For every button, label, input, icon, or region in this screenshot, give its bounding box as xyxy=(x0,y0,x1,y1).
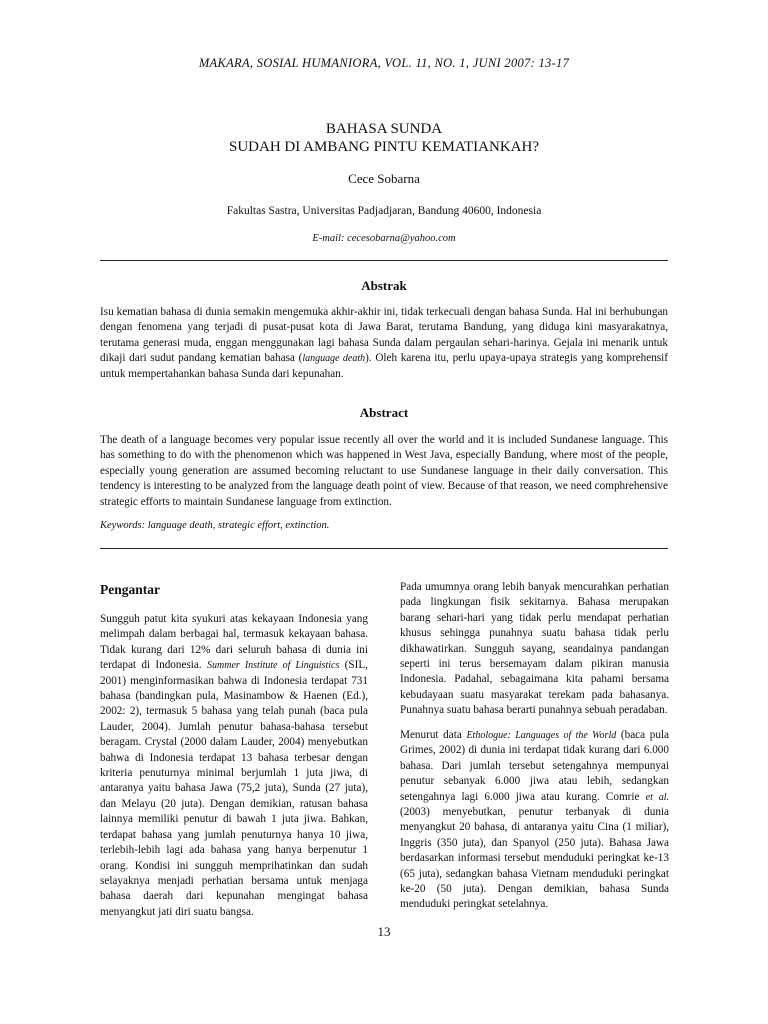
top-divider xyxy=(100,260,668,261)
abstrak-text-b: ). Oleh karena itu, perlu upaya-upaya strategis yang komprehensif untuk mempertahankan bahasa Sunda dari kepunahan. xyxy=(100,352,668,380)
right-p2-italic-1: Ethologue: Languages of the World xyxy=(466,730,617,741)
left-p1-b: (SIL, 2001) menginformasikan bahwa di Indonesia terdapat 731 bahasa (bandingkan pula, Masinambow & Haenen (Ed.), 2002: 2), termasuk 5 bahasa yang telah punah (baca pula Lauder, 2004). Jumlah penutur bahasa-bahasa tersebut beragam. Crystal (2000 dalam Lauder, 2004) menyebutkan bahwa di Indonesia terdapat 13 bahasa terbesar dengan kriteria penuturnya minimal berjumlah 1 juta jiwa, di antaranya yaitu bahasa Jawa (75,2 juta), Sunda (27 juta), dan Melayu (20 juta). Dengan demikian, ratusan bahasa lainnya memiliki penutur di bawah 1 juta jiwa. Bahkan, terdapat bahasa yang jumlah penuturnya hanya 10 jiwa, terlebih-lebih lagi ada bahasa yang hanya berpenutur 1 orang. Kondisi ini sungguh memprihatinkan dan sudah selayaknya menjadi perhatian bersama untuk menjaga bahasa daerah dari kepunahan mengingat bahasa menyangkut jati diri suatu bangsa. xyxy=(100,659,368,918)
title-line-2: SUDAH DI AMBANG PINTU KEMATIANKAH? xyxy=(229,139,539,155)
abstrak-heading: Abstrak xyxy=(361,278,407,293)
left-p1-italic: Summer Institute of Linguistics xyxy=(207,660,340,672)
journal-header: MAKARA, SOSIAL HUMANIORA, VOL. 11, NO. 1, JUNI 2007: 13-17 xyxy=(198,56,570,70)
right-p2-a: Menurut data xyxy=(400,729,467,741)
bottom-divider xyxy=(100,548,668,549)
right-p2-c: (2003) menyebutkan, penutur terbanyak di dunia menyangkut 20 bahasa, di antaranya yaitu Cina (1 miliar), Inggris (350 juta), dan Spanyol (250 juta). Bahasa Jawa berdasarkan informasi tersebut menduduki peringkat ke-13 (65 juta), sedangkan bahasa Vietnam menduduki peringkat ke-20 (50 juta). Dengan demikian, bahasa Sunda menduduki peringkat setelahnya. xyxy=(400,806,669,911)
abstract-heading: Abstract xyxy=(359,405,409,420)
right-column-paragraph-2 xyxy=(400,728,669,913)
abstract-text: The death of a language becomes very popular issue recently all over the world and it is included Sundanese language. This has something to do with the phenomenon which was happened in West Java, especially Bandung, where most of the people, especially young generation are assumed becoming reluctant to use Sundanese language in their daily conversation. This tendency is interesting to be analyzed from the language death point of view. Because of that reason, we need comphrehensive strategic efforts to maintain Sundanese language from extinction. xyxy=(100,434,668,508)
abstrak-text xyxy=(100,305,668,382)
right-p2-b: (baca pula Grimes, 2002) di dunia ini terdapat tidak kurang dari 6.000 bahasa. Dari jumlah tersebut setengahnya mempunyai penutur sebanyak 6.000 jiwa atau lebih, sedangkan setengahnya lagi 6.000 jiwa atau kurang. Comrie xyxy=(400,729,669,803)
author-name: Cece Sobarna xyxy=(348,171,420,186)
abstrak-text-italic: language death xyxy=(302,353,366,365)
author-email[interactable]: E-mail: cecesobarna@yahoo.com xyxy=(312,233,456,244)
affiliation: Fakultas Sastra, Universitas Padjadjaran, Bandung 40600, Indonesia xyxy=(226,205,542,217)
title-line-1: BAHASA SUNDA xyxy=(325,121,443,137)
left-p1-a: Sungguh patut kita syukuri atas kekayaan Indonesia yang melimpah dalam berbagai hal, termasuk kekayaan bahasa. Tidak kurang dari 12% dari seluruh bahasa di dunia ini terdapat di Indonesia. xyxy=(100,613,368,672)
abstrak-text-a: Isu kematian bahasa di dunia semakin mengemuka akhir-akhir ini, tidak terkecuali dengan bahasa Sunda. Hal ini berhubungan dengan fenomena yang terjadi di pusat-pusat kota di Jawa Barat, terutama Bandung, yang diduga kini masyarakatnya, terutama generasi muda, enggan menggunakan lagi bahasa Sunda dalam pergaulan sehari-harinya. Gejala ini menarik untuk dikaji dari sudut pandang kematian bahasa ( xyxy=(100,306,668,365)
right-p2-italic-2: et al. xyxy=(645,791,669,803)
right-column-paragraph-1: Pada umumnya orang lebih banyak mencurahkan perhatian pada lingkungan fisik sekitarnya. Bahasa merupakan barang sehari-hari yang tidak perlu mendapat perhatian khusus sehingga punahnya suatu bahasa tidak perlu dikhawatirkan. Sungguh sayang, seandainya pandangan seperti ini terus bersemayam dalam pikiran manusia Indonesia. Padahal, sebagaimana kita pahami bersama kebudayaan suatu masyarakat terekam pada bahasanya. Punahnya suatu bahasa berarti punahnya sebuah peradaban. xyxy=(400,581,669,717)
left-column-paragraph xyxy=(100,612,368,920)
keywords: Keywords: language death, strategic effort, extinction. xyxy=(100,520,330,531)
paper-title xyxy=(0,120,768,156)
page-number: 13 xyxy=(377,924,391,939)
section-heading-pengantar: Pengantar xyxy=(100,582,160,597)
